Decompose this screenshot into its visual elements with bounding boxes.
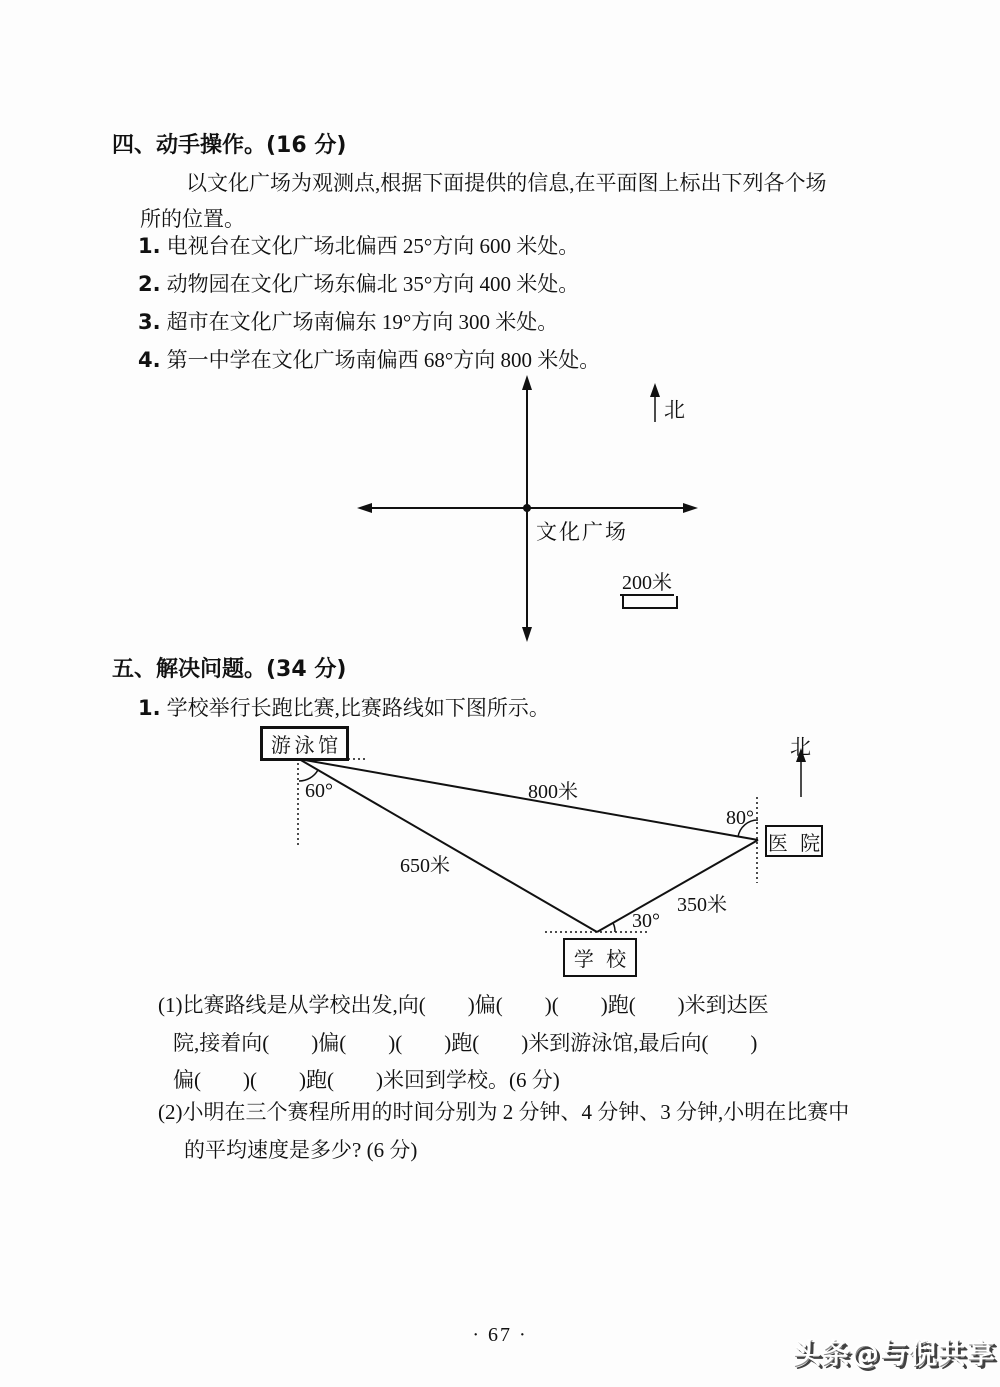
pool-node-box: 游泳馆	[260, 726, 349, 761]
cross-axes	[340, 370, 710, 655]
question1-line1: (1)比赛路线是从学校出发,向( )偏( )( )跑( )米到达医	[158, 993, 769, 1017]
section4-intro-line2: 所的位置。	[140, 207, 245, 231]
item-text: 动物园在文化广场东偏北 35°方向 400 米处。	[166, 272, 580, 296]
item-text: 超市在文化广场南偏东 19°方向 300 米处。	[166, 310, 559, 334]
arrow-right-icon	[683, 503, 698, 513]
center-label: 文化广场	[536, 520, 628, 544]
compass-cross-diagram	[340, 370, 710, 655]
angle-60-label: 60°	[305, 780, 333, 802]
item-number: 2.	[138, 272, 161, 296]
race-route-diagram	[250, 723, 870, 988]
item-text: 第一中学在文化广场南偏西 68°方向 800 米处。	[166, 348, 601, 372]
arrow-left-icon	[357, 503, 372, 513]
map-scale	[620, 572, 678, 609]
arrow-up-icon	[522, 375, 532, 390]
item-number: 1.	[138, 234, 161, 258]
item-number: 3.	[138, 310, 161, 334]
section5-item-1	[138, 692, 550, 722]
section4-intro-line1: 以文化广场为观测点,根据下面提供的信息,在平面图上标出下列各个场	[186, 171, 827, 195]
distance-800-label: 800米	[528, 781, 578, 803]
section5-heading: 五、解决问题。(34 分)	[112, 657, 347, 682]
item-text: 学校举行长跑比赛,比赛路线如下图所示。	[166, 696, 550, 720]
section4-heading: 四、动手操作。(16 分)	[112, 133, 347, 158]
section4-item-3	[138, 306, 558, 336]
question2-line2: 的平均速度是多少? (6 分)	[184, 1138, 418, 1162]
arrow-down-icon	[522, 627, 532, 642]
item-number: 1.	[138, 696, 161, 720]
angle-30-label: 30°	[632, 910, 660, 932]
distance-650-label: 650米	[400, 855, 450, 877]
question1-line3: 偏( )( )跑( )米回到学校。(6 分)	[173, 1068, 560, 1092]
question2-line1: (2)小明在三个赛程所用的时间分别为 2 分钟、4 分钟、3 分钟,小明在比赛中	[158, 1100, 850, 1124]
section4-item-2	[138, 268, 579, 298]
item-number: 4.	[138, 348, 161, 372]
page-number: · 67 ·	[472, 1324, 528, 1346]
north-label: 北	[790, 735, 811, 759]
school-angle-arc	[613, 923, 615, 932]
question1-line2: 院,接着向( )偏( )( )跑( )米到游泳馆,最后向( )	[173, 1031, 758, 1055]
school-node-box: 学 校	[563, 938, 637, 977]
angle-80-label: 80°	[726, 807, 754, 829]
center-point	[523, 504, 531, 512]
scale-label: 200米	[622, 572, 672, 594]
hospital-node-box: 医 院	[765, 825, 823, 857]
watermark: 头条@与倪共享	[793, 1337, 997, 1370]
distance-350-label: 350米	[677, 894, 727, 916]
item-text: 电视台在文化广场北偏西 25°方向 600 米处。	[166, 234, 580, 258]
north-label: 北	[664, 398, 685, 422]
section4-item-1	[138, 230, 579, 260]
north-arrow-icon	[650, 383, 660, 397]
scale-bracket	[622, 596, 678, 609]
